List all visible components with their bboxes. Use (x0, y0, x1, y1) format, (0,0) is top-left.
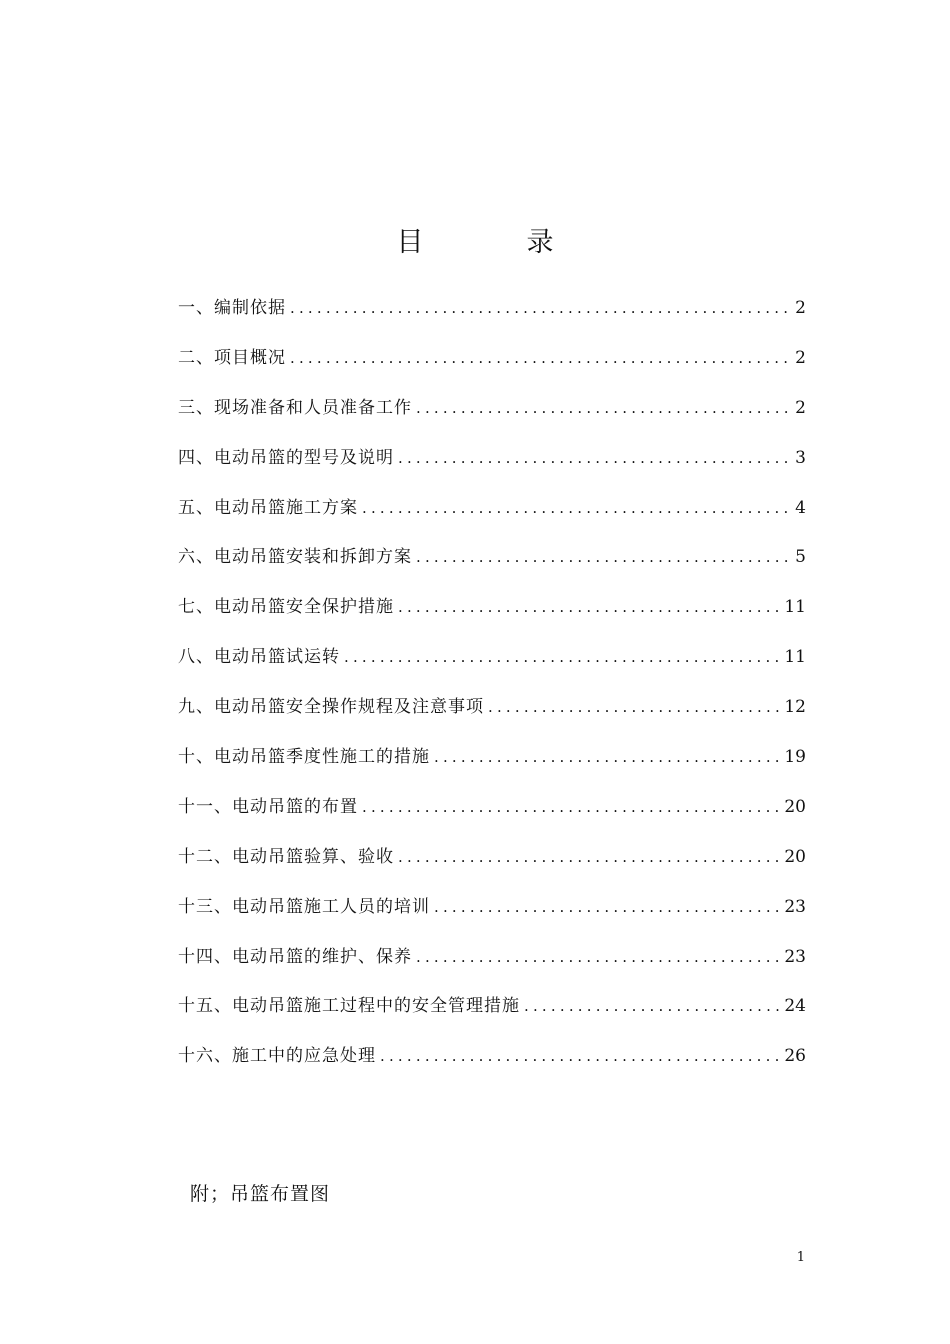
toc-entry-page: 20 (784, 846, 806, 867)
toc-entry-text: 三、现场准备和人员准备工作 (178, 397, 412, 418)
toc-entry[interactable] (178, 383, 806, 433)
toc-entry[interactable] (178, 632, 806, 682)
toc-entry-text: 五、电动吊篮施工方案 (178, 497, 358, 518)
toc-entry[interactable] (178, 682, 806, 732)
toc-entry-page: 26 (784, 1046, 806, 1067)
toc-entry-text: 六、电动吊篮安装和拆卸方案 (178, 547, 412, 568)
toc-dot-leader (488, 695, 782, 719)
toc-entry-text: 八、电动吊篮试运转 (178, 647, 340, 668)
toc-entry-page: 2 (795, 297, 806, 318)
toc-entry-page: 19 (784, 746, 806, 767)
toc-dot-leader (290, 296, 793, 320)
toc-entry-text: 九、电动吊篮安全操作规程及注意事项 (178, 697, 484, 718)
toc-title: 目 录 (396, 227, 592, 258)
toc-entry[interactable] (178, 932, 806, 982)
toc-entry-page: 12 (784, 697, 806, 718)
toc-entry[interactable] (178, 782, 806, 832)
toc-entry-text: 七、电动吊篮安全保护措施 (178, 597, 394, 618)
page-number: 1 (796, 1250, 805, 1265)
toc-entry-text: 四、电动吊篮的型号及说明 (178, 447, 394, 468)
toc-entry[interactable] (178, 1031, 806, 1081)
toc-dot-leader (398, 595, 782, 619)
appendix-note: 附；吊篮布置图 (190, 1183, 331, 1205)
table-of-contents (178, 283, 806, 1081)
toc-dot-leader (524, 994, 782, 1018)
toc-dot-leader (398, 446, 793, 470)
toc-entry-text: 一、编制依据 (178, 297, 286, 318)
toc-entry-page: 20 (784, 796, 806, 817)
toc-dot-leader (380, 1044, 782, 1068)
toc-entry-page: 23 (784, 896, 806, 917)
toc-entry-text: 十二、电动吊篮验算、验收 (178, 846, 394, 867)
toc-entry-page: 11 (784, 597, 806, 618)
toc-entry-page: 4 (795, 497, 806, 518)
toc-entry[interactable] (178, 582, 806, 632)
toc-entry-page: 24 (784, 996, 806, 1017)
toc-entry-text: 十三、电动吊篮施工人员的培训 (178, 896, 430, 917)
toc-dot-leader (416, 545, 793, 569)
toc-entry[interactable] (178, 882, 806, 932)
toc-entry-page: 2 (795, 397, 806, 418)
toc-dot-leader (362, 795, 782, 819)
toc-entry[interactable] (178, 981, 806, 1031)
toc-entry-text: 十一、电动吊篮的布置 (178, 796, 358, 817)
toc-entry-page: 23 (784, 946, 806, 967)
toc-entry-text: 十五、电动吊篮施工过程中的安全管理措施 (178, 996, 520, 1017)
toc-dot-leader (362, 496, 793, 520)
toc-dot-leader (398, 845, 782, 869)
toc-dot-leader (434, 745, 782, 769)
toc-dot-leader (416, 945, 782, 969)
toc-dot-leader (416, 396, 793, 420)
toc-entry-page: 3 (795, 447, 806, 468)
toc-dot-leader (344, 645, 782, 669)
toc-dot-leader (434, 895, 782, 919)
toc-entry[interactable] (178, 483, 806, 533)
toc-entry[interactable] (178, 333, 806, 383)
toc-entry[interactable] (178, 283, 806, 333)
toc-entry-text: 十四、电动吊篮的维护、保养 (178, 946, 412, 967)
toc-entry-text: 二、项目概况 (178, 347, 286, 368)
toc-entry[interactable] (178, 433, 806, 483)
toc-entry-page: 5 (795, 547, 806, 568)
toc-entry-page: 2 (795, 347, 806, 368)
toc-entry-text: 十六、施工中的应急处理 (178, 1046, 376, 1067)
toc-entry-page: 11 (784, 647, 806, 668)
toc-dot-leader (290, 346, 793, 370)
toc-entry[interactable] (178, 532, 806, 582)
toc-entry[interactable] (178, 832, 806, 882)
toc-entry-text: 十、电动吊篮季度性施工的措施 (178, 746, 430, 767)
toc-entry[interactable] (178, 732, 806, 782)
